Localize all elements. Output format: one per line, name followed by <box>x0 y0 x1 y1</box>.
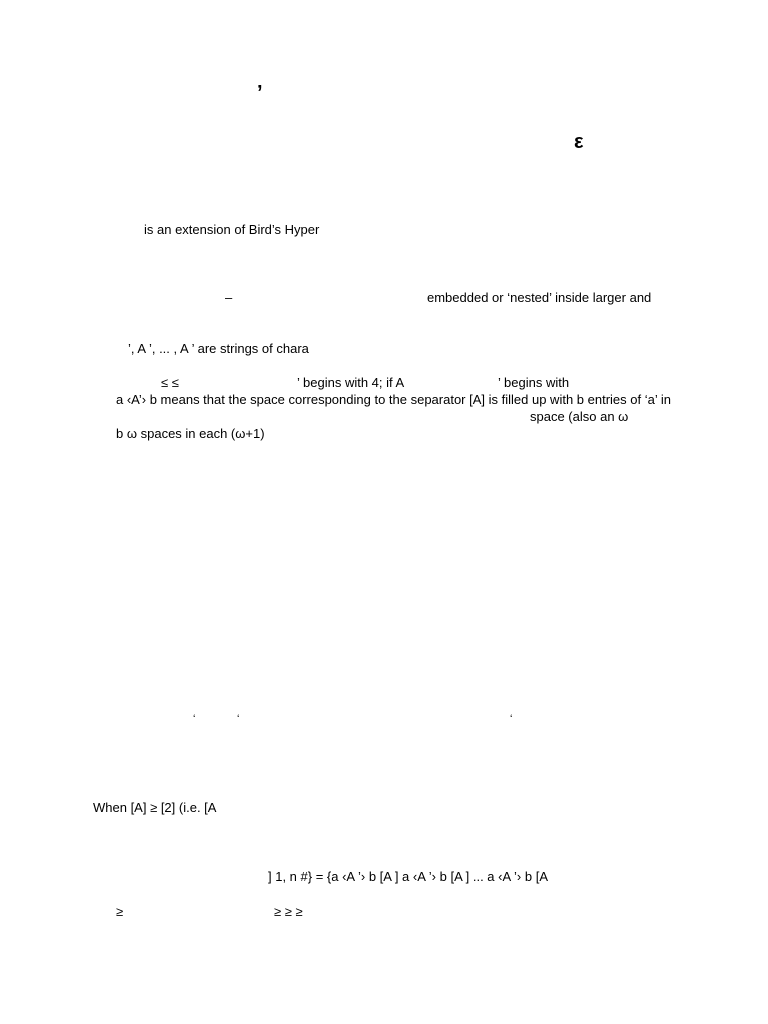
geq-symbol-fragment: ≥ <box>116 904 124 919</box>
epsilon-symbol-fragment: ε <box>574 131 584 153</box>
intro-text-fragment: is an extension of Bird’s Hyper <box>144 222 320 237</box>
quote-mark-fragment: ‘ <box>510 713 513 725</box>
inequality-fragment: ≤ ≤ <box>161 375 179 390</box>
omega-spaces-fragment: b ω spaces in each (ω+1) <box>116 426 265 441</box>
when-condition-fragment: When [A] ≥ [2] (i.e. [A <box>93 800 217 815</box>
quote-mark-fragment: ‘ <box>237 713 240 725</box>
begins-with-4-fragment: ’ begins with 4; if A <box>297 375 405 390</box>
strings-text-fragment: ’, A ’, ... , A ’ are strings of chara <box>128 341 309 356</box>
nested-text-fragment: embedded or ‘nested’ inside larger and <box>427 290 652 305</box>
dash-fragment: – <box>225 290 233 305</box>
title-apostrophe-fragment: ’ <box>257 82 263 104</box>
space-omega-fragment: space (also an ω <box>530 409 629 424</box>
geq-chain-fragment: ≥ ≥ ≥ <box>274 904 303 919</box>
formula-fragment: ] 1, n #} = {a ‹A ’› b [A ] a ‹A ’› b [A ] ... a ‹A ’› b [A <box>268 869 549 884</box>
quote-mark-fragment: ‘ <box>193 713 196 725</box>
separator-definition-line: a ‹A’› b means that the space corresponding to the separator [A] is filled up with b entries of ‘a’ in <box>116 392 671 407</box>
begins-with-fragment: ’ begins with <box>498 375 570 390</box>
